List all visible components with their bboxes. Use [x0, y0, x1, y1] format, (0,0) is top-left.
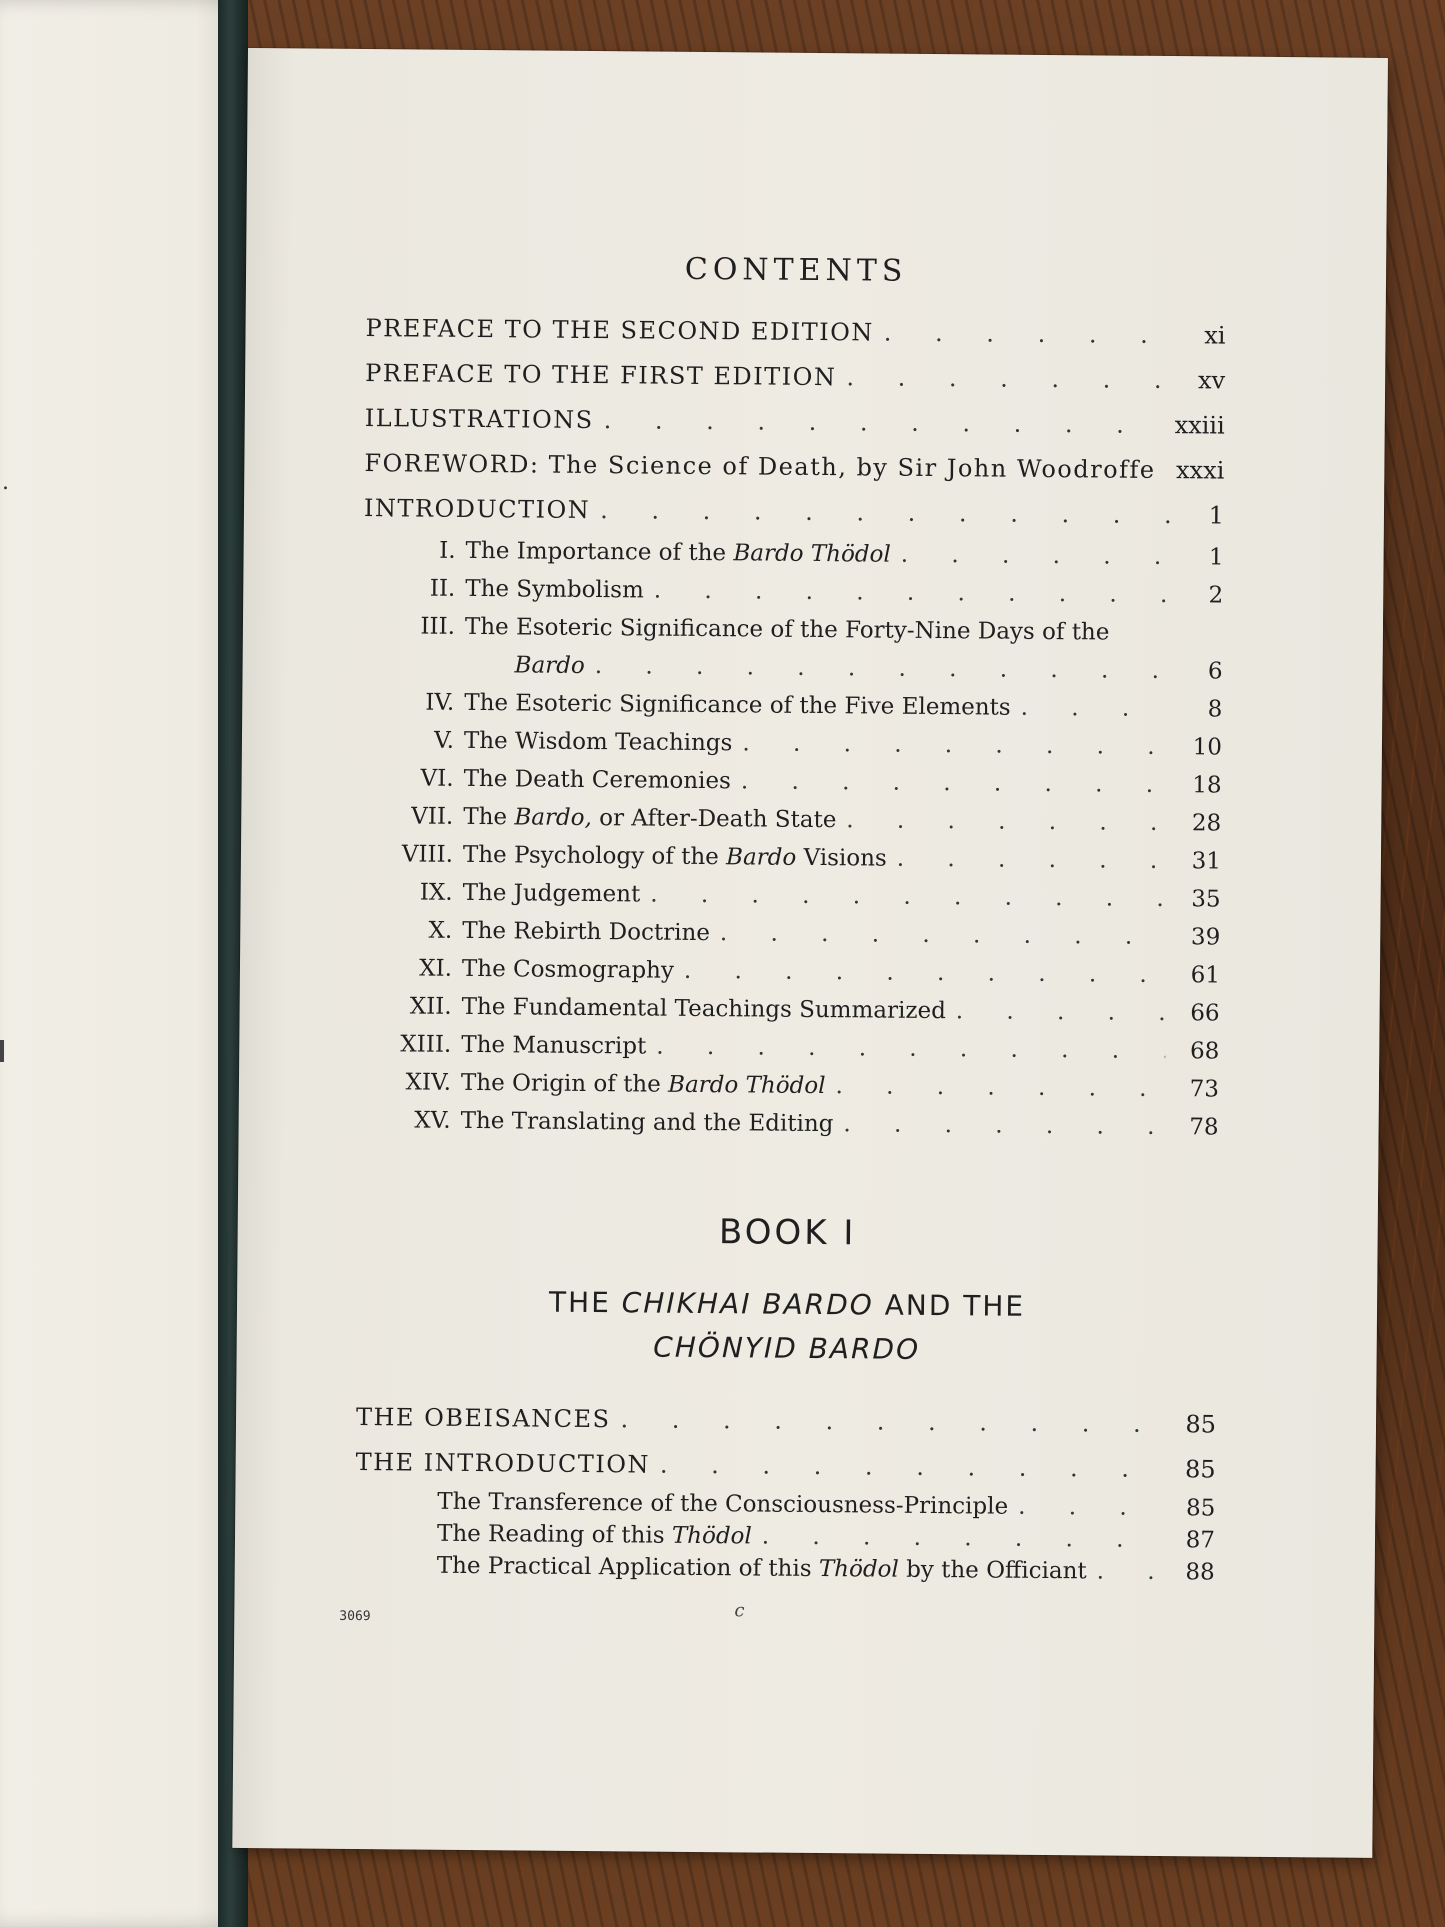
section-numeral: VII.	[411, 803, 454, 830]
dot-leader	[835, 1067, 1165, 1108]
toc-entry-title: PREFACE TO THE SECOND EDITION	[365, 314, 874, 347]
dot-leader	[846, 355, 1171, 403]
section-title-italic: Bardo	[514, 652, 585, 679]
dot-leader	[742, 724, 1168, 766]
printer-mark: 3069	[339, 1608, 371, 1625]
section-title-text: The Psychology of the	[462, 841, 727, 871]
dot-leader	[846, 801, 1167, 842]
right-page	[232, 48, 1388, 1858]
dot-leader	[600, 488, 1170, 538]
section-numeral: XIV.	[405, 1069, 452, 1096]
sub-entry-text: The Practical Application of this	[436, 1552, 820, 1583]
book-sub-entry-title	[437, 1518, 752, 1553]
dot-leader	[720, 914, 1167, 956]
section-title-text: The Importance of the	[465, 537, 734, 567]
section-title	[465, 532, 891, 574]
section-page: 10	[1192, 734, 1223, 761]
dot-leader	[656, 1028, 1165, 1070]
left-page	[0, 0, 245, 1927]
section-title-italic: Bardo	[725, 844, 797, 871]
dot-leader	[650, 876, 1167, 919]
section-numeral: X.	[428, 917, 453, 944]
dot-leader	[897, 840, 1167, 880]
section-page: 1	[1208, 544, 1224, 571]
section-page: 31	[1191, 848, 1222, 875]
section-title-text: The Death Ceremonies	[463, 765, 731, 795]
book-sub-entry-page: 85	[1185, 1495, 1216, 1522]
toc-entry-title: INTRODUCTION	[363, 494, 591, 525]
section-title-text: The Manuscript	[461, 1031, 647, 1060]
toc-entry-page: 1	[1208, 501, 1225, 530]
sub-entry-text: The Reading of this	[436, 1520, 672, 1549]
dot-leader	[901, 536, 1170, 576]
toc-entry-page: xv	[1197, 366, 1226, 395]
book-sub-entry-title	[437, 1486, 1008, 1523]
section-numeral: I.	[439, 537, 456, 564]
section-title	[465, 608, 1110, 652]
section-title	[464, 722, 733, 762]
book-subtitle	[356, 1279, 1217, 1375]
section-page: 66	[1190, 1000, 1220, 1027]
section-numeral: III.	[420, 613, 456, 640]
section-numeral: XI.	[419, 955, 453, 982]
section-title-italic: Bardo Thödol	[733, 540, 891, 568]
section-page: 61	[1190, 962, 1221, 989]
book-sub-entry-page: 87	[1185, 1527, 1216, 1554]
book-entry-title: THE INTRODUCTION	[355, 1447, 651, 1479]
toc-entry	[365, 306, 1225, 359]
section-numeral: IX.	[419, 879, 453, 906]
section-title-text: The Wisdom Teachings	[463, 727, 733, 757]
section-page: 78	[1189, 1114, 1219, 1141]
toc-entry	[364, 486, 1224, 539]
left-page-edge-mark: .	[2, 470, 9, 495]
section-title	[461, 988, 946, 1030]
section-title-text: The Fundamental Teachings Summarized	[461, 993, 946, 1025]
dot-leader	[884, 311, 1172, 359]
section-title	[463, 760, 731, 800]
toc-entry-title: ILLUSTRATIONS	[364, 404, 594, 435]
dot-leader	[1097, 1555, 1161, 1588]
dot-leader	[684, 952, 1166, 994]
book-sub-entry-title	[437, 1550, 1087, 1588]
toc-section	[358, 1101, 1218, 1147]
section-numeral: V.	[433, 727, 455, 754]
dot-leader	[1020, 689, 1168, 728]
book-entry-page: 85	[1185, 1410, 1217, 1439]
dot-leader	[620, 1397, 1162, 1447]
book-subtitle-pre: THE	[548, 1285, 622, 1320]
section-page: 28	[1191, 810, 1222, 837]
section-numeral: VIII.	[401, 841, 454, 868]
section-title	[462, 874, 640, 914]
section-title	[461, 1064, 826, 1105]
section-numeral: XIII.	[400, 1031, 452, 1058]
book-title: BOOK I	[718, 1212, 857, 1254]
sub-entry-italic: Thödol	[671, 1522, 752, 1550]
dot-leader	[1018, 1491, 1161, 1524]
section-title-text: Visions	[796, 844, 887, 872]
left-page-edge-mark	[0, 1040, 4, 1062]
front-matter-list	[364, 306, 1226, 538]
section-title	[461, 1026, 646, 1066]
book-entry	[356, 1395, 1216, 1448]
section-title-text: The	[463, 803, 515, 831]
section-page: 68	[1189, 1038, 1220, 1065]
dot-leader	[762, 1521, 1161, 1556]
book-sub-entry-page: 88	[1185, 1559, 1215, 1586]
section-title	[463, 836, 887, 878]
section-title-text: The Origin of the	[460, 1069, 669, 1098]
section-title	[463, 798, 836, 839]
section-page: 73	[1189, 1076, 1220, 1103]
section-title-text: The Judgement	[462, 879, 641, 908]
book-subtitle-post: AND THE	[873, 1288, 1026, 1323]
dot-leader	[741, 762, 1168, 804]
section-title	[460, 1102, 833, 1143]
section-page: 39	[1190, 924, 1221, 951]
section-numeral: IV.	[425, 689, 455, 716]
dot-leader	[660, 1443, 1162, 1492]
toc-entry	[365, 396, 1225, 449]
section-title-text: The Esoteric Significance of the Forty-Nine Days of the	[464, 613, 1110, 646]
sub-entry-text: by the Officiant	[898, 1556, 1087, 1585]
dot-leader	[1165, 448, 1166, 493]
section-title-text: The Esoteric Significance of the Five Elements	[464, 689, 1011, 721]
dot-leader	[654, 572, 1170, 614]
section-title-italic: Bardo Thödol	[667, 1071, 826, 1100]
book-subtitle-italic-1: CHIKHAI BARDO	[621, 1286, 874, 1322]
toc-entry-title: FOREWORD: The Science of Death, by Sir John Woodroffe	[364, 449, 1156, 484]
section-title-text: or After-Death State	[591, 805, 837, 834]
section-numeral: XII.	[409, 993, 452, 1020]
section-title	[514, 646, 585, 685]
signature-mark: c	[734, 1600, 745, 1622]
dot-leader	[843, 1105, 1165, 1146]
toc-entry	[364, 441, 1224, 494]
contents-heading: CONTENTS	[684, 251, 908, 289]
book-entry-page: 85	[1184, 1455, 1216, 1484]
toc-entry-page: xi	[1204, 321, 1226, 350]
book-entries-list	[355, 1395, 1216, 1493]
book-sub-entries-list	[355, 1485, 1216, 1589]
section-page: 18	[1192, 772, 1222, 799]
introduction-sections-list	[358, 531, 1223, 1146]
sub-entry-italic: Thödol	[818, 1556, 899, 1583]
section-page: 6	[1207, 658, 1223, 685]
section-title-text: The Cosmography	[461, 955, 675, 984]
sub-entry-text: The Transference of the Consciousness-Principle	[437, 1488, 1009, 1520]
table-of-contents	[355, 249, 1227, 1588]
section-title-text: The Rebirth Doctrine	[462, 917, 711, 947]
section-title	[465, 570, 644, 610]
book-sub-entry	[355, 1549, 1215, 1589]
dot-leader	[956, 992, 1166, 1032]
book-entry-title: THE OBEISANCES	[355, 1402, 611, 1434]
section-title	[462, 950, 674, 990]
dot-leader	[603, 398, 1164, 448]
section-page: 2	[1208, 582, 1224, 609]
section-title-text: The Symbolism	[465, 575, 644, 604]
toc-entry	[365, 351, 1225, 404]
toc-entry-title: PREFACE TO THE FIRST EDITION	[365, 359, 837, 392]
toc-entry-page: xxiii	[1174, 411, 1225, 440]
book-subtitle-italic-2: CHÖNYID BARDO	[653, 1330, 921, 1366]
section-numeral: II.	[429, 575, 456, 602]
section-title	[462, 912, 710, 952]
section-numeral: XV.	[414, 1107, 451, 1134]
book-entry	[355, 1440, 1215, 1493]
dot-leader	[595, 647, 1169, 690]
section-title	[464, 684, 1011, 727]
section-title-text: The Translating and the Editing	[460, 1107, 834, 1138]
toc-entry-page: xxxi	[1175, 456, 1225, 485]
section-title-italic: Bardo,	[514, 804, 592, 832]
section-numeral: VI.	[420, 765, 454, 792]
section-page: 35	[1191, 886, 1221, 913]
section-page: 8	[1207, 696, 1223, 723]
